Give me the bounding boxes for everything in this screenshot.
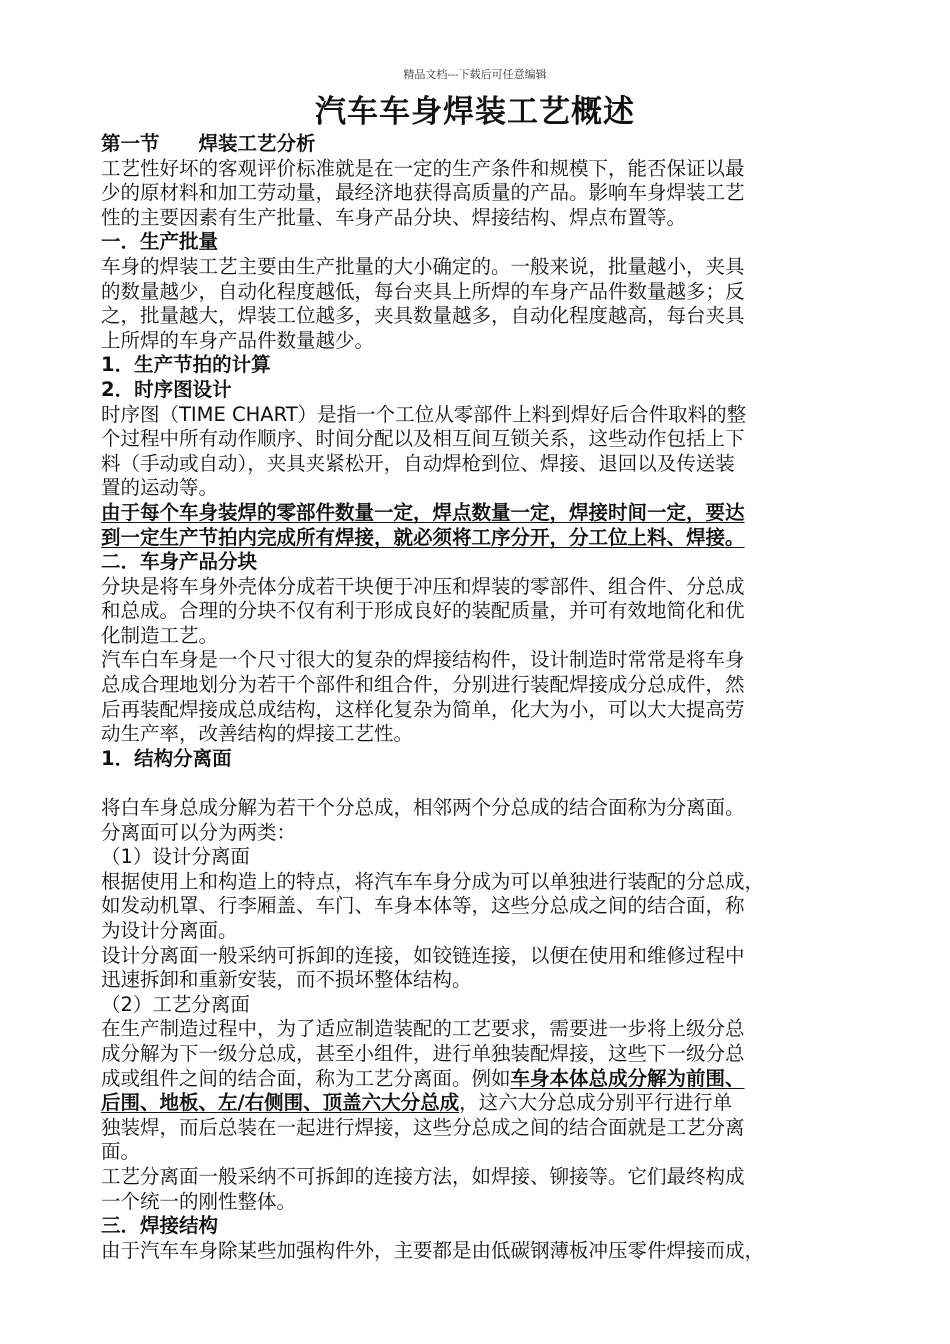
paragraph-line: 时序图（TIME CHART）是指一个工位从零部件上料到焊好后合件取料的整 [101, 402, 747, 426]
paragraph-line: 少的原材料和加工劳动量，最经济地获得高质量的产品。影响车身焊装工艺 [101, 181, 745, 205]
paragraph-line: 置的运动等。 [101, 476, 219, 500]
subheading-timechart: 2．时序图设计 [101, 377, 232, 401]
blank-line [101, 771, 851, 796]
subheading-takt: 1．生产节拍的计算 [101, 353, 271, 377]
paragraph-line: 独装焊，而后总装在一起进行焊接，这些分总成之间的结合面就是工艺分离 [101, 1115, 745, 1139]
paragraph-line: 工艺性好坏的客观评价标准就是在一定的生产条件和规模下，能否保证以最 [101, 156, 745, 180]
paragraph-line [101, 1091, 851, 1116]
paragraph-line: 总成合理地划分为若干个部件和组合件，分别进行装配焊接成分总成件，然 [101, 673, 745, 697]
paragraph-line: 工艺分离面一般采纳不可拆卸的连接方法，如焊接、铆接等。它们最终构成 [101, 1164, 745, 1188]
emphasis-line: 由于每个车身装焊的零部件数量一定，焊点数量一定，焊接时间一定，要达 [101, 500, 745, 524]
paragraph-line: 成分解为下一级分总成，甚至小组件，进行单独装配焊接，这些下一级分总 [101, 1041, 745, 1065]
document-title: 汽车车身焊装工艺概述 [315, 94, 635, 130]
paragraph-line: 料（手动或自动），夹具夹紧松开，自动焊枪到位、焊接、退回以及传送装 [101, 451, 735, 475]
paragraph-line: 设计分离面一般采纳可拆卸的连接，如铰链连接，以便在使用和维修过程中 [101, 943, 745, 967]
subheading-batch: 一．生产批量 [101, 230, 219, 254]
subheading-design-separation: （1）设计分离面 [101, 845, 250, 869]
section-heading: 第一节 焊装工艺分析 [101, 132, 316, 155]
subheading-weld-structure: 三．焊接结构 [101, 1214, 219, 1238]
paragraph-line: 汽车白车身是一个尺寸很大的复杂的焊接结构件，设计制造时常常是将车身 [101, 648, 745, 672]
paragraph-line: 分块是将车身外壳体分成若干块便于冲压和焊装的零部件、组合件、分总成 [101, 574, 745, 598]
paragraph-line: 后再装配焊接成总成结构，这样化复杂为简单，化大为小，可以大大提高劳 [101, 697, 745, 721]
paragraph-line [101, 1067, 851, 1092]
paragraph-line: 分离面可以分为两类： [101, 820, 297, 844]
text-run: 成或组件之间的结合面，称为工艺分离面。例如 [101, 1066, 511, 1090]
paragraph-line: 将白车身总成分解为若干个分总成，相邻两个分总成的结合面称为分离面。 [101, 796, 745, 820]
paragraph-line: 个过程中所有动作顺序、时间分配以及相互间互锁关系，这些动作包括上下 [101, 427, 745, 451]
paragraph-line: 和总成。合理的分块不仅有利于形成良好的装配质量，并可有效地简化和优 [101, 599, 745, 623]
paragraph-line: 上所焊的车身产品件数量越少。 [101, 328, 375, 352]
subheading-separation: 1．结构分离面 [101, 746, 232, 770]
paragraph-line: 动生产率，改善结构的焊接工艺性。 [101, 722, 414, 746]
emphasis-run: 车身本体总成分解为前围、 [510, 1066, 745, 1090]
paragraph-line: 化制造工艺。 [101, 623, 219, 647]
emphasis-line: 到一定生产节拍内完成所有焊接，就必须将工序分开，分工位上料、焊接。 [101, 525, 745, 549]
paragraph-line: 为设计分离面。 [101, 919, 238, 942]
document-body [101, 132, 851, 1263]
emphasis-run: 后围、地板、左/右侧围、顶盖六大分总成 [101, 1091, 460, 1115]
subheading-split: 二．车身产品分块 [101, 550, 258, 574]
paragraph-line: 在生产制造过程中，为了适应制造装配的工艺要求，需要进一步将上级分总 [101, 1017, 745, 1041]
paragraph-line: 性的主要因素有生产批量、车身产品分块、焊接结构、焊点布置等。 [101, 205, 687, 229]
page-header: 精品文档---下载后可任意编辑 [403, 68, 547, 81]
paragraph-line: 车身的焊装工艺主要由生产批量的大小确定的。一般来说，批量越小，夹具 [101, 254, 745, 278]
paragraph-line: 面。 [101, 1140, 141, 1164]
paragraph-line: 如发动机罩、行李厢盖、车门、车身本体等，这些分总成之间的结合面，称 [101, 894, 745, 918]
text-run: ，这六大分总成分别平行进行单 [459, 1091, 733, 1115]
paragraph-line: 一个统一的刚性整体。 [101, 1189, 297, 1213]
paragraph-line: 由于汽车车身除某些加强构件外，主要都是由低碳钢薄板冲压零件焊接而成， [101, 1238, 765, 1262]
paragraph-line: 迅速拆卸和重新安装，而不损坏整体结构。 [101, 968, 472, 992]
paragraph-line: 之，批量越大，焊装工位越多，夹具数量越多，自动化程度越高，每台夹具 [101, 304, 745, 328]
subheading-process-separation: （2）工艺分离面 [101, 992, 250, 1016]
paragraph-line: 的数量越少，自动化程度越低，每台夹具上所焊的车身产品件数量越多；反 [101, 279, 745, 303]
paragraph-line: 根据使用上和构造上的特点，将汽车车身分成为可以单独进行装配的分总成， [101, 869, 765, 893]
